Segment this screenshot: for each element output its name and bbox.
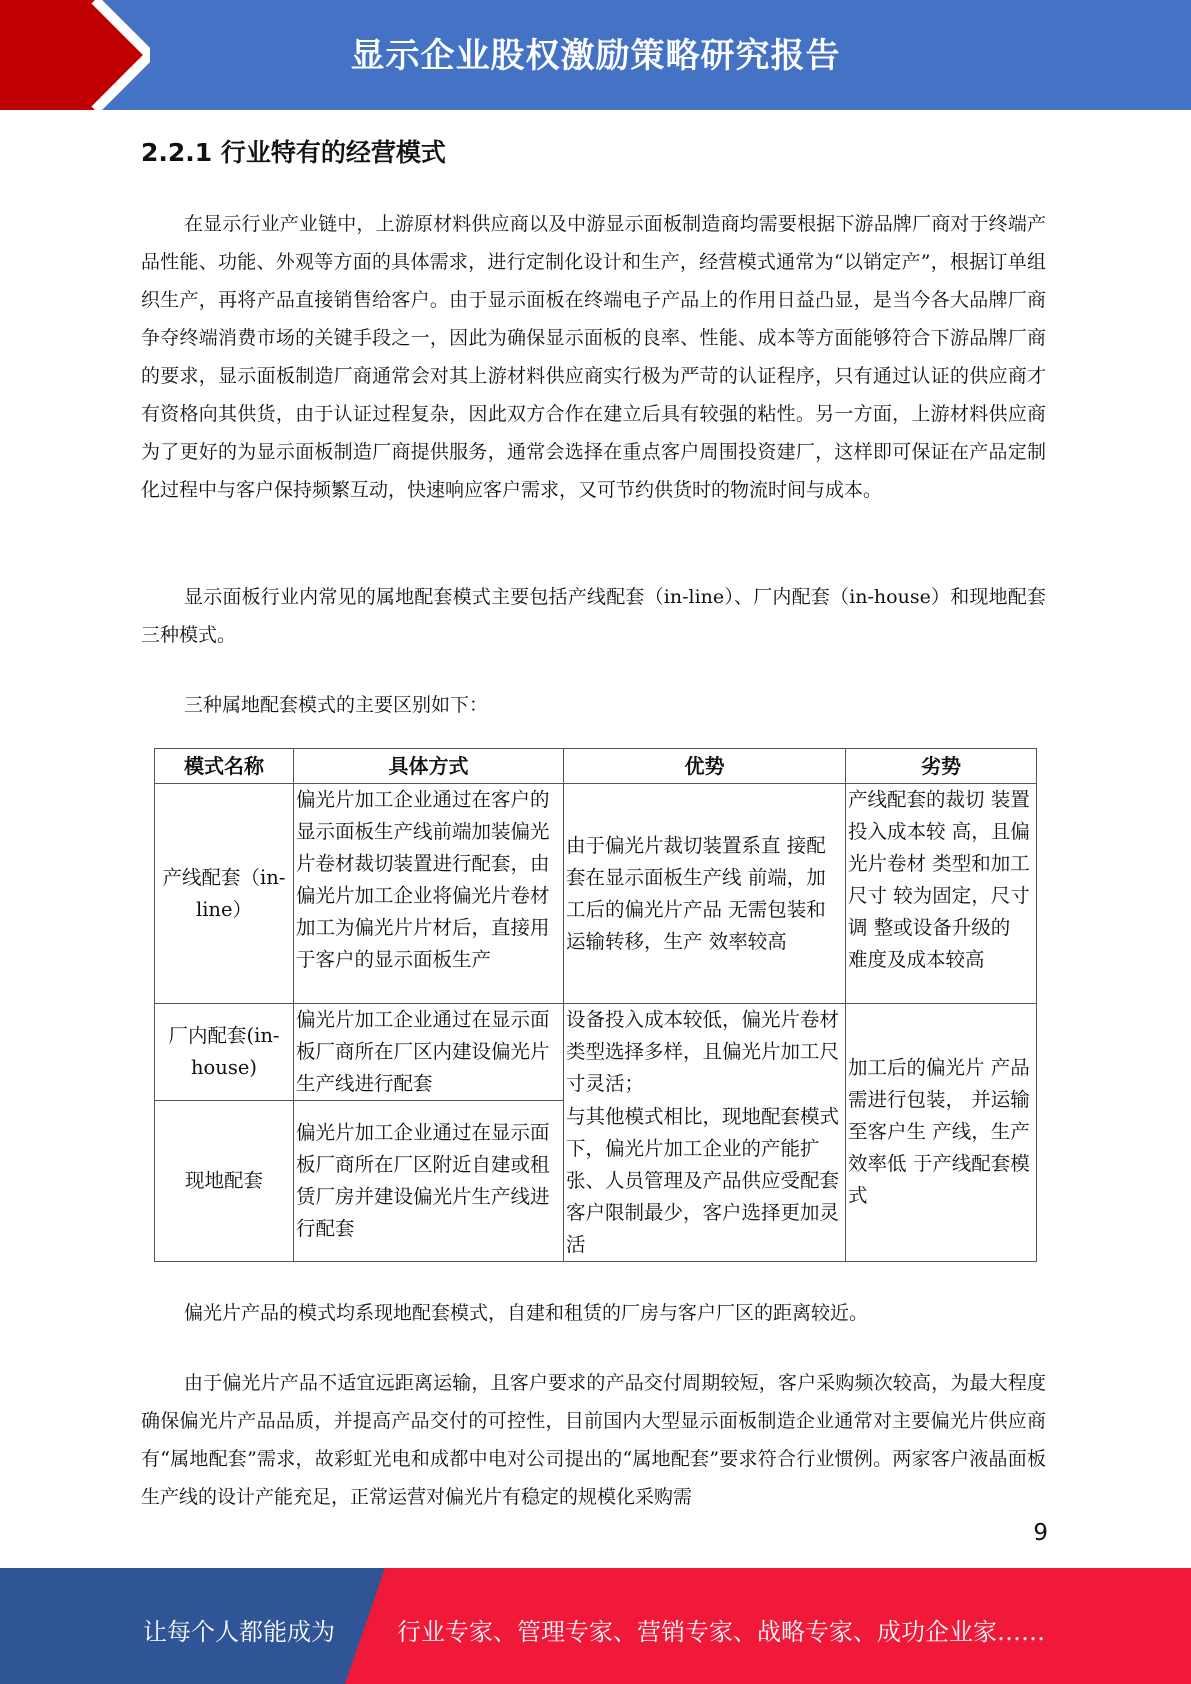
method-cell: 偏光片加工企业通过在显示面板厂商所在厂区内建设偏光片生产线进行配套 bbox=[294, 1004, 564, 1101]
report-title: 显示企业股权激励策略研究报告 bbox=[350, 36, 841, 76]
method-cell: 偏光片加工企业通过在客户的显示面板生产线前端加装偏光片卷材裁切装置进行配套，由偏光片加工企业将偏光片卷材加工为偏光片片材后，直接用于客户的显示面板生产 bbox=[294, 784, 564, 1004]
page-footer bbox=[0, 1568, 1191, 1684]
section-heading: 2.2.1 行业特有的经营模式 bbox=[141, 138, 446, 167]
advantage-cell: 与其他模式相比，现地配套模式下，偏光片加工企业的产能扩张、人员管理及产品供应受配套客户限制最少，客户选择更加灵活 bbox=[564, 1101, 846, 1262]
advantage-cell: 由于偏光片裁切装置系直 接配套在显示面板生产线 前端，加工后的偏光片产品 无需包装和运输转移，生产 效率较高 bbox=[564, 784, 846, 1004]
header-advantage: 优势 bbox=[564, 749, 846, 784]
paragraph-4: 偏光片产品的模式均系现地配套模式，自建和租赁的厂房与客户厂区的距离较近。 bbox=[184, 1302, 869, 1324]
page-header bbox=[0, 0, 1191, 110]
paragraph-3: 三种属地配套模式的主要区别如下： bbox=[184, 694, 489, 716]
table-row bbox=[155, 1004, 1037, 1101]
header-method: 具体方式 bbox=[294, 749, 564, 784]
footer-slogan-left: 让每个人都能成为 bbox=[143, 1618, 335, 1646]
header-disadvantage: 劣势 bbox=[846, 749, 1037, 784]
method-cell: 偏光片加工企业通过在显示面板厂商所在厂区附近自建或租赁厂房并建设偏光片生产线进行配套 bbox=[294, 1101, 564, 1262]
table-header-row bbox=[155, 749, 1037, 784]
disadvantage-cell: 加工后的偏光片 产品需进行包装， 并运输至客户生 产线，生产效率低 于产线配套模式 bbox=[846, 1004, 1037, 1262]
footer-slogan-right: 行业专家、管理专家、营销专家、战略专家、成功企业家…… bbox=[397, 1618, 1045, 1646]
comparison-table bbox=[154, 748, 1037, 1262]
mode-name-cell: 厂内配套(in-house) bbox=[155, 1004, 294, 1101]
paragraph-5: 由于偏光片产品不适宜远距离运输，且客户要求的产品交付周期较短，客户采购频次较高，为最大程度确保偏光片产品品质，并提高产品交付的可控性，目前国内大型显示面板制造企业通常对主要偏光片供应商有“属地配套”需求，故彩虹光电和成都中电对公司提出的“属地配套”要求符合行业惯例。两家客户液晶面板生产线的设计产能充足，正常运营对偏光片有稳定的规模化采购需 bbox=[141, 1372, 1046, 1508]
advantage-cell: 设备投入成本较低，偏光片卷材类型选择多样，且偏光片加工尺寸灵活； bbox=[564, 1004, 846, 1101]
paragraph-1: 在显示行业产业链中，上游原材料供应商以及中游显示面板制造商均需要根据下游品牌厂商对于终端产品性能、功能、外观等方面的具体需求，进行定制化设计和生产，经营模式通常为“以销定产”，根据订单组织生产，再将产品直接销售给客户。由于显示面板在终端电子产品上的作用日益凸显，是当今各大品牌厂商争夺终端消费市场的关键手段之一，因此为确保显示面板的良率、性能、成本等方面能够符合下游品牌厂商的要求，显示面板制造厂商通常会对其上游材料供应商实行极为严苛的认证程序，只有通过认证的供应商才有资格向其供货，由于认证过程复杂，因此双方合作在建立后具有较强的粘性。另一方面，上游材料供应商为了更好的为显示面板制造厂商提供服务，通常会选择在重点客户周围投资建厂，这样即可保证在产品定制化过程中与客户保持频繁互动，快速响应客户需求，又可节约供货时的物流时间与成本。 bbox=[141, 213, 1046, 501]
mode-name-cell: 现地配套 bbox=[155, 1101, 294, 1262]
paragraph-2: 显示面板行业内常见的属地配套模式主要包括产线配套（in-line）、厂内配套（in-house）和现地配套三种模式。 bbox=[141, 586, 1046, 646]
header-mode-name: 模式名称 bbox=[155, 749, 294, 784]
page-number: 9 bbox=[1033, 1520, 1048, 1546]
disadvantage-cell: 产线配套的裁切 装置投入成本较 高，且偏光片卷材 类型和加工尺寸 较为固定，尺寸调 整或设备升级的 难度及成本较高 bbox=[846, 784, 1037, 1004]
table-row bbox=[155, 784, 1037, 1004]
mode-name-cell: 产线配套（in-line） bbox=[155, 784, 294, 1004]
